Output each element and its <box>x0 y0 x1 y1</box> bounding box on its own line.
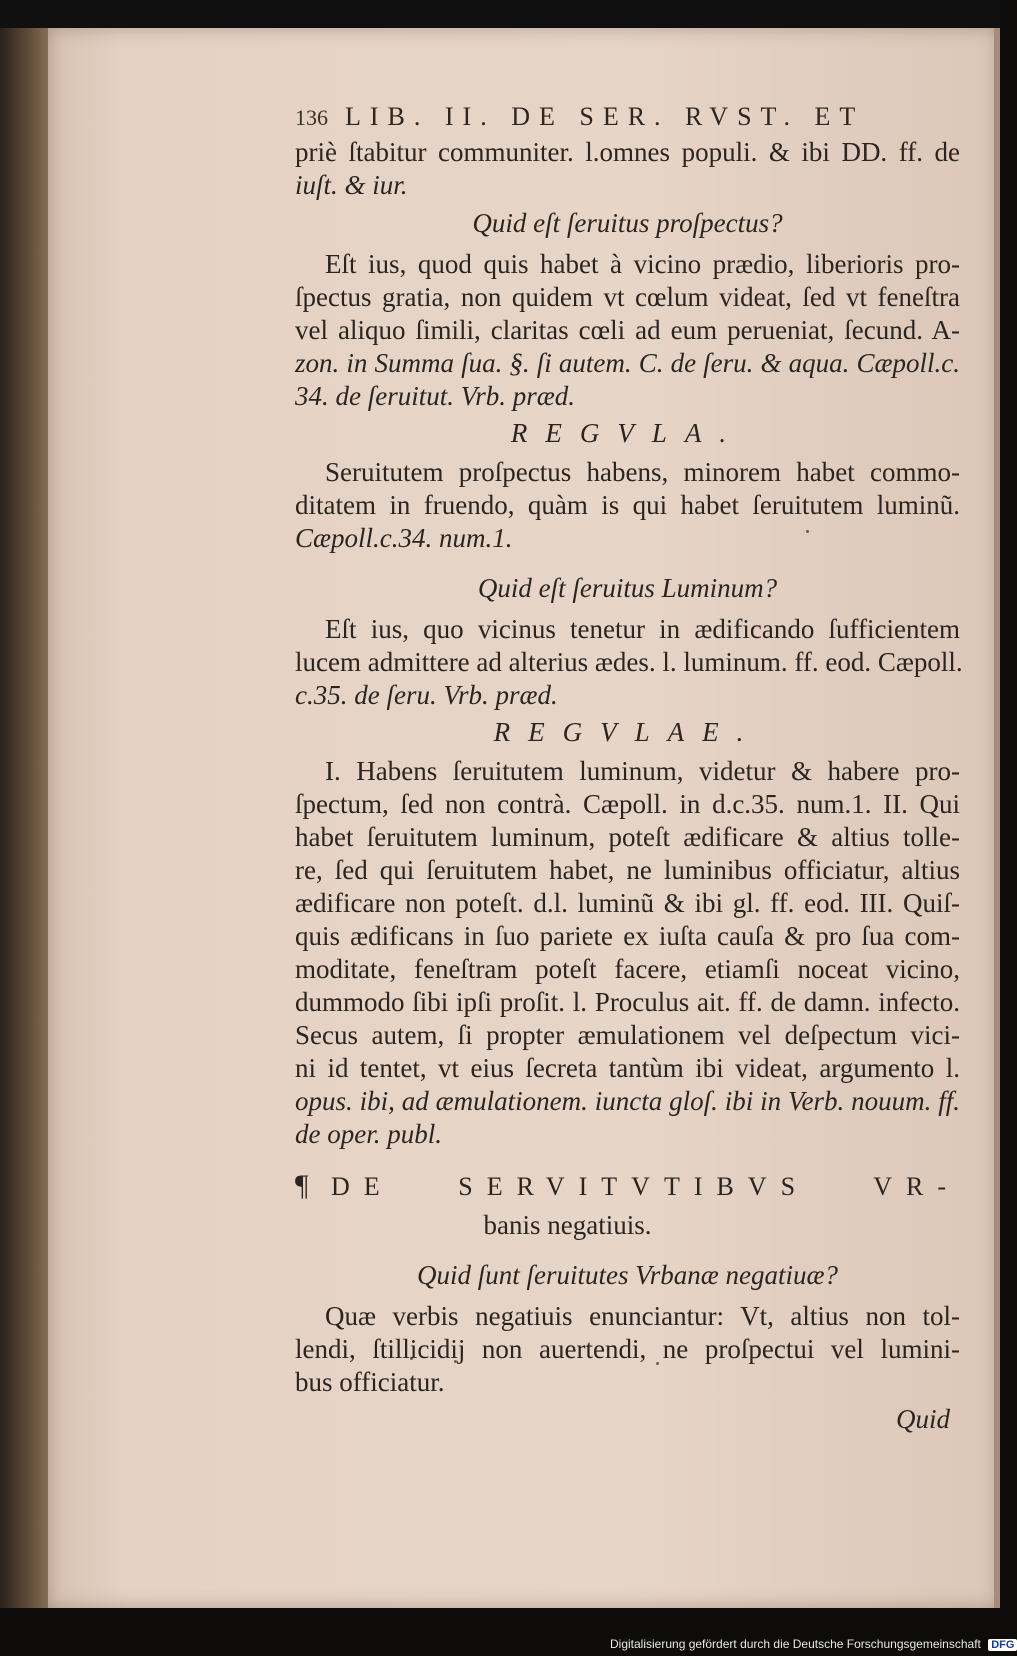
text-line: dummodo ſibi ipſi proſit. l. Proculus ait. ff. de damn. infecto. <box>295 987 960 1017</box>
section-subtitle: banis negatiuis. <box>483 1210 652 1240</box>
text-line: 34. de ſeruitut. Vrb. præd. <box>295 381 575 411</box>
text-line: quis ædificans in ſuo pariete ex iuſta cauſa & pro ſua com- <box>295 921 960 951</box>
text-block <box>295 100 963 1436</box>
text-line: lendi, ſtillicidij non auertendi, ne proſpectui vel lumini- <box>295 1334 960 1364</box>
text-line: lucem admittere ad alterius ædes. l. luminum. ff. eod. Cæpoll. <box>295 647 963 677</box>
regula-heading: REGVLA. <box>510 418 745 448</box>
text-line: Seruitutem proſpectus habens, minorem habet commo- <box>325 457 960 487</box>
section-title: DE SERVITVTIBVS VR- <box>331 1172 960 1201</box>
text-line: Cæpoll.c.34. num.1. <box>295 523 513 553</box>
text-line: re, ſed qui ſeruitutem habet, ne luminibus officiatur, altius <box>295 855 960 885</box>
pilcrow-mark: ¶ <box>295 1169 309 1202</box>
section-heading <box>295 1169 960 1209</box>
footer-text: Digitalisierung gefördert durch die Deutsche Forschungsgemeinschaft <box>610 1637 981 1651</box>
text-line: iuſt. & iur. <box>295 170 408 200</box>
text-line: Eſt ius, quo vicinus tenetur in ædificando ſufficientem <box>325 614 960 644</box>
text-line: ſpectum, ſed non contrà. Cæpoll. in d.c.35. num.1. II. Qui <box>295 789 960 819</box>
digitization-footer <box>610 1637 1017 1651</box>
text-line: opus. ibi, ad æmulationem. iuncta gloſ. ibi in Verb. nouum. ff. <box>295 1086 960 1116</box>
question-heading: Quid ſunt ſeruitutes Vrbanæ negatiuæ? <box>417 1260 838 1290</box>
text-line: habet ſeruitutem luminum, poteſt ædificare & altius tolle- <box>295 822 960 852</box>
text-line: I. Habens ſeruitutem luminum, videtur & habere pro- <box>325 756 960 786</box>
text-line: bus officiatur. <box>295 1367 445 1397</box>
text-line: ædificare non poteſt. d.l. luminũ & ibi gl. ff. eod. III. Quiſ- <box>295 888 960 918</box>
dfg-logo: DFG <box>988 1639 1017 1651</box>
page-number: 136 <box>295 105 328 130</box>
running-title: LIB. II. DE SER. RVST. ET <box>345 102 865 131</box>
text-line: moditate, feneſtram poteſt facere, etiamſi noceat vicino, <box>295 954 960 984</box>
question-heading: Quid eſt ſeruitus Luminum? <box>477 573 778 603</box>
text-line: de oper. publ. <box>295 1119 442 1149</box>
text-line: Quæ verbis negatiuis enunciantur: Vt, altius non tol- <box>325 1301 960 1331</box>
running-head <box>295 100 960 136</box>
text-line: vel aliquo ſimili, claritas cœli ad eum perueniat, ſecund. A- <box>295 315 960 345</box>
text-line: priè ſtabitur communiter. l.omnes populi. & ibi DD. ff. de <box>295 137 960 167</box>
regula-heading: REGVLAE. <box>493 717 762 747</box>
text-line: ſpectus gratia, non quidem vt cœlum videat, ſed vt feneſtra <box>295 282 960 312</box>
text-line: Secus autem, ſi propter æmulationem vel deſpectum vici- <box>295 1020 960 1050</box>
question-heading: Quid eſt ſeruitus proſpectus? <box>472 208 783 238</box>
catchword: Quid <box>896 1404 950 1434</box>
page-fore-edge <box>994 28 1000 1608</box>
text-line: zon. in Summa ſua. §. ſi autem. C. de ſeru. & aqua. Cæpoll.c. <box>295 348 960 378</box>
text-line: Eſt ius, quod quis habet à vicino prædio, liberioris pro- <box>325 249 960 279</box>
book-spine <box>0 28 50 1608</box>
text-line: ditatem in fruendo, quàm is qui habet ſeruitutem luminũ. <box>295 490 960 520</box>
text-line: ni id tentet, vt eius ſecreta tantùm ibi videat, argumento l. <box>295 1053 960 1083</box>
text-line: c.35. de ſeru. Vrb. præd. <box>295 680 558 710</box>
